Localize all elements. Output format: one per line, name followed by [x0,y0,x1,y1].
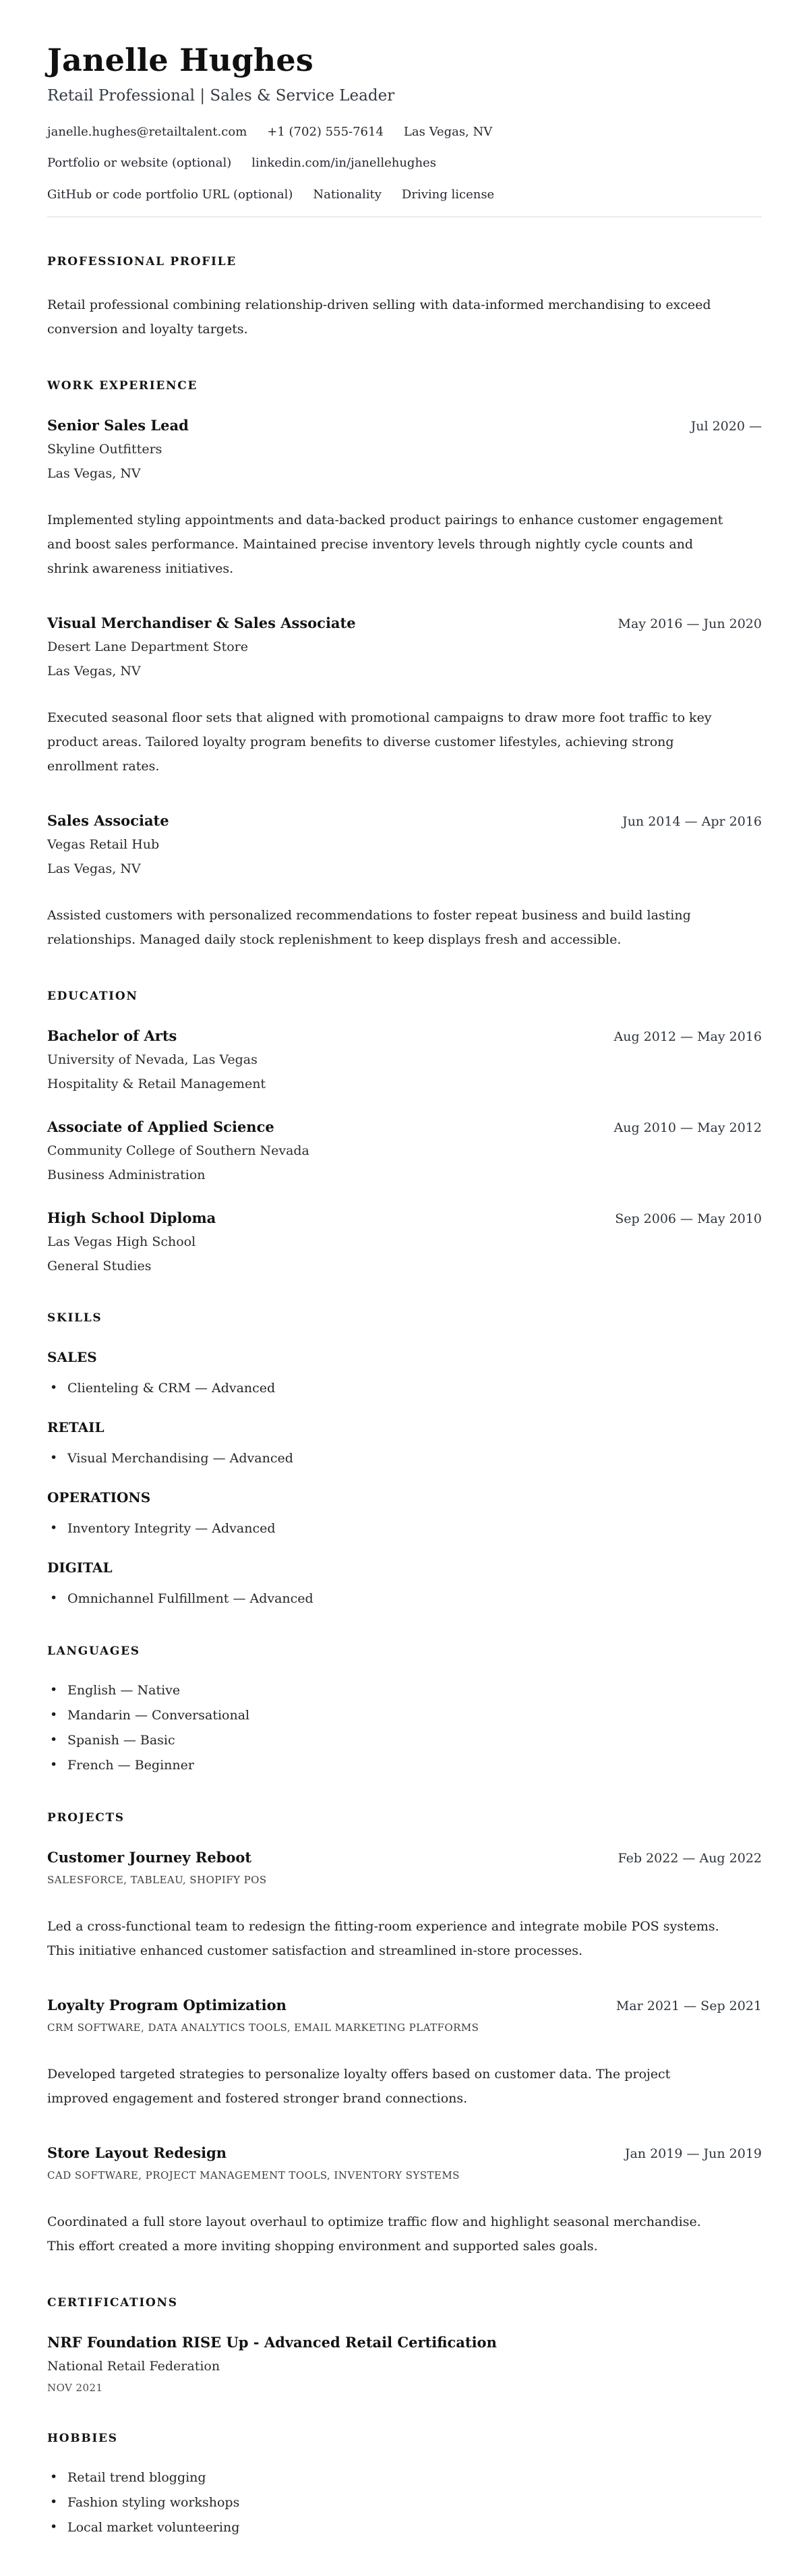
contact-location: Las Vegas, NV [403,124,493,139]
project-description: Developed targeted strategies to personalize loyalty offers based on customer data. The project improved engagement and fostered stronger brand connections. [47,2066,671,2106]
person-headline: Retail Professional | Sales & Service Leader [47,86,395,105]
education-entry [47,1118,762,1182]
person-name: Janelle Hughes [47,42,313,78]
project-entry [47,1849,762,1963]
education-dates: Aug 2010 — May 2012 [613,1120,762,1135]
job-company: Desert Lane Department Store [47,639,248,654]
project-dates: Mar 2021 — Sep 2021 [616,1998,762,2013]
skill-category: RETAIL [47,1419,104,1435]
skill-category: DIGITAL [47,1559,113,1576]
education-dates: Aug 2012 — May 2016 [613,1029,762,1044]
section-heading-projects: PROJECTS [47,1810,125,1825]
skill-group [47,1559,762,1607]
contact-phone: +1 (702) 555-7614 [267,124,384,139]
skill-group [47,1419,762,1466]
skill-item: • Omnichannel Fulfillment — Advanced [47,1591,762,1607]
project-tools: CRM SOFTWARE, DATA ANALYTICS TOOLS, EMAIL MARKETING PLATFORMS [47,2021,479,2034]
skill-group [47,1349,762,1396]
contact-nationality-placeholder: Nationality [313,187,382,202]
section-certifications [47,2296,762,2394]
hobby-item: • Local market volunteering [47,2519,762,2536]
skill-group [47,1489,762,1537]
contact-row-2 [47,153,762,173]
skill-category: OPERATIONS [47,1489,151,1506]
section-hobbies [47,2432,762,2536]
skill-list [47,1450,762,1466]
contact-driving-license-placeholder: Driving license [401,187,495,202]
job-entry-head [47,614,762,631]
education-school: Las Vegas High School [47,1234,196,1249]
education-entry-head [47,1209,762,1226]
education-field: General Studies [47,1258,152,1273]
contact-linkedin: linkedin.com/in/janellehughes [251,156,436,171]
profile-text: Retail professional combining relationship-driven selling with data-informed merchandising to exceed conversion and loyalty targets. [47,297,711,337]
hobby-item: • Retail trend blogging [47,2469,762,2486]
job-title: Senior Sales Lead [47,416,189,434]
project-tools: CAD SOFTWARE, PROJECT MANAGEMENT TOOLS, INVENTORY SYSTEMS [47,2169,460,2181]
job-description: Executed seasonal floor sets that aligned with promotional campaigns to draw more foot traffic to key product areas. Tailored loyalty program benefits to diverse customer lifestyles, achieving strong enrollment rates. [47,710,712,774]
project-dates: Feb 2022 — Aug 2022 [618,1850,762,1866]
section-heading-profile: PROFESSIONAL PROFILE [47,254,237,268]
section-work-experience [47,379,762,952]
job-dates: Jul 2020 — [690,418,762,434]
job-location: Las Vegas, NV [47,861,141,876]
section-heading-languages: LANGUAGES [47,1644,140,1658]
job-entry-head [47,812,762,829]
section-skills [47,1311,762,1607]
education-school: Community College of Southern Nevada [47,1143,309,1158]
section-professional-profile [47,255,762,341]
hobby-item: • Fashion styling workshops [47,2494,762,2511]
skill-list [47,1380,762,1396]
project-name: Loyalty Program Optimization [47,1996,287,2013]
job-entry [47,614,762,778]
project-entry [47,1997,762,2111]
section-education [47,990,762,1273]
job-title: Visual Merchandiser & Sales Associate [47,614,356,631]
project-entry-head [47,1849,762,1866]
job-description: Assisted customers with personalized recommendations to foster repeat business and build lasting relationships. Managed daily stock replenishment to keep displays fresh and accessible. [47,907,691,947]
skill-item: • Inventory Integrity — Advanced [47,1520,762,1537]
section-heading-certifications: CERTIFICATIONS [47,2295,178,2310]
resume-header [47,43,762,205]
skill-list [47,1520,762,1537]
project-entry-head [47,2144,762,2161]
project-entry-head [47,1997,762,2013]
project-description: Coordinated a full store layout overhaul to optimize traffic flow and highlight seasonal merchandise. This effort created a more inviting shopping environment and supported sales goals. [47,2214,701,2254]
education-entry-head [47,1118,762,1135]
contact-email: janelle.hughes@retailtalent.com [47,124,247,139]
job-description: Implemented styling appointments and data-backed product pairings to enhance customer engagement and boost sales performance. Maintained precise inventory levels through nightly cycle counts and shrink awareness initiatives. [47,512,723,576]
project-name: Store Layout Redesign [47,2144,227,2161]
education-entry [47,1027,762,1091]
project-tools: SALESFORCE, TABLEAU, SHOPIFY POS [47,1873,267,1886]
education-dates: Sep 2006 — May 2010 [615,1211,762,1226]
contact-info [47,122,762,205]
language-item: • French — Beginner [47,1757,762,1773]
project-entry [47,2144,762,2258]
job-title: Sales Associate [47,811,169,829]
certification-name: NRF Foundation RISE Up - Advanced Retail Certification [47,2333,497,2351]
job-location: Las Vegas, NV [47,663,141,679]
contact-github-placeholder: GitHub or code portfolio URL (optional) [47,187,293,202]
skill-category: SALES [47,1348,97,1365]
section-languages [47,1644,762,1773]
contact-row-1 [47,122,762,142]
education-field: Business Administration [47,1167,206,1182]
skill-list [47,1591,762,1607]
education-entry-head [47,1027,762,1044]
job-location: Las Vegas, NV [47,465,141,481]
certification-issuer: National Retail Federation [47,2358,220,2374]
section-heading-education: EDUCATION [47,989,138,1003]
section-heading-skills: SKILLS [47,1311,102,1325]
hobby-list [47,2469,762,2536]
education-degree: High School Diploma [47,1209,216,1226]
education-school: University of Nevada, Las Vegas [47,1052,258,1067]
project-name: Customer Journey Reboot [47,1848,252,1866]
education-degree: Associate of Applied Science [47,1118,274,1135]
certification-entry [47,2334,762,2394]
job-company: Vegas Retail Hub [47,836,160,852]
contact-portfolio-placeholder: Portfolio or website (optional) [47,156,232,171]
contact-row-3 [47,185,762,205]
education-field: Hospitality & Retail Management [47,1076,266,1091]
language-item: • English — Native [47,1682,762,1698]
section-heading-hobbies: HOBBIES [47,2431,118,2445]
job-entry [47,417,762,581]
project-dates: Jan 2019 — Jun 2019 [624,2146,762,2161]
certification-date: NOV 2021 [47,2381,103,2394]
education-entry [47,1209,762,1273]
language-item: • Spanish — Basic [47,1732,762,1748]
job-dates: Jun 2014 — Apr 2016 [622,813,762,829]
language-list [47,1682,762,1773]
job-entry [47,812,762,952]
job-company: Skyline Outfitters [47,441,162,457]
skill-item: • Visual Merchandising — Advanced [47,1450,762,1466]
job-dates: May 2016 — Jun 2020 [618,616,762,631]
section-heading-work: WORK EXPERIENCE [47,378,198,393]
project-description: Led a cross-functional team to redesign the fitting-room experience and integrate mobile POS systems. This initiative enhanced customer satisfaction and streamlined in-store processes. [47,1918,719,1958]
skill-item: • Clienteling & CRM — Advanced [47,1380,762,1396]
section-projects [47,1811,762,2258]
language-item: • Mandarin — Conversational [47,1707,762,1723]
job-entry-head [47,417,762,434]
education-degree: Bachelor of Arts [47,1027,177,1044]
